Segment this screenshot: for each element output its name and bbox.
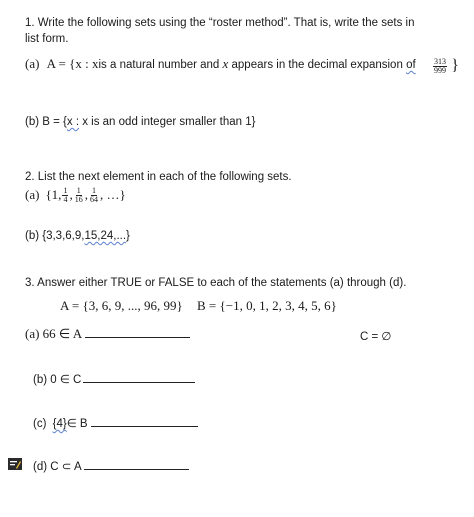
q3c-rest: ∈ B — [66, 418, 88, 430]
q1a-fraction — [432, 57, 459, 75]
q1a-text2: appears in the decimal expansion — [231, 59, 403, 71]
q3a-answer-blank[interactable] — [85, 327, 190, 338]
q1a-label: (a) — [25, 56, 40, 71]
q1a-close: } — [451, 57, 459, 74]
q3-set-a: A = {3, 6, 9, ..., 96, 99} — [60, 298, 183, 313]
q1a-math: A = {x : x — [46, 56, 99, 71]
q1b-rest: x is an odd integer smaller than 1} — [82, 116, 256, 128]
q1a-frac-num: 313 — [434, 57, 446, 67]
q2a-close: , …} — [99, 187, 126, 202]
q3d-text: (d) C ⊂ A — [33, 461, 81, 473]
q3d-line — [33, 459, 189, 473]
q2a-frac-2: $\frac{1}{16}$ — [74, 185, 83, 204]
q3-set-b: B = {−1, 0, 1, 2, 3, 4, 5, 6} — [197, 298, 337, 313]
q2a-frac-3: $\frac{1}{64}$ — [89, 185, 98, 204]
q1a-text: is a natural number and — [98, 59, 220, 71]
q3a-line — [25, 326, 190, 342]
q3c-line — [33, 416, 198, 430]
q2a-frac-1: $\frac{1}{4}$ — [63, 185, 68, 204]
q1b-xcolon[interactable]: x : — [66, 116, 80, 128]
q2b-line — [25, 230, 130, 242]
q1a-of[interactable]: of — [406, 59, 416, 71]
q3-title: 3. Answer either TRUE or FALSE to each of the statements (a) through (d). — [25, 277, 407, 289]
q3b-line — [33, 372, 195, 386]
q3a-text: (a) 66 ∈ A — [25, 326, 82, 341]
q2a-line: (a) {1, $\frac{1}{4}$ , $\frac{1}{16}$ , $\frac{1}{64}$ , …} — [25, 185, 126, 204]
q1a-x: x — [222, 56, 229, 71]
q2b-close: } — [126, 230, 130, 242]
q1b-line — [25, 116, 255, 128]
q2a-label: (a) — [25, 187, 40, 202]
q3c-label: (c) — [33, 418, 47, 430]
q1-title-line1: 1. Write the following sets using the “roster method”. That is, write the sets in — [25, 17, 415, 29]
q2b-label: (b) {3,3,6,9, — [25, 230, 85, 242]
q1b-prefix: (b) B = { — [25, 116, 67, 128]
q3d-answer-blank[interactable] — [84, 459, 189, 470]
q3b-text: (b) 0 ∈ C — [33, 374, 82, 386]
edit-note-icon[interactable] — [8, 458, 22, 470]
q2b-underlined[interactable]: 15,24,... — [84, 230, 127, 242]
q2-title: 2. List the next element in each of the following sets. — [25, 171, 292, 183]
q2a-open: {1, — [45, 187, 62, 202]
q3c-underlined[interactable]: {4} — [52, 418, 67, 430]
q1a-line — [25, 56, 416, 72]
q1a-frac-den: 999 — [434, 66, 446, 76]
q3b-answer-blank[interactable] — [83, 372, 195, 383]
q1-title-line2: list form. — [25, 33, 69, 45]
q3c-answer-blank[interactable] — [91, 416, 198, 427]
q3-set-c: C = ∅ — [360, 331, 392, 343]
